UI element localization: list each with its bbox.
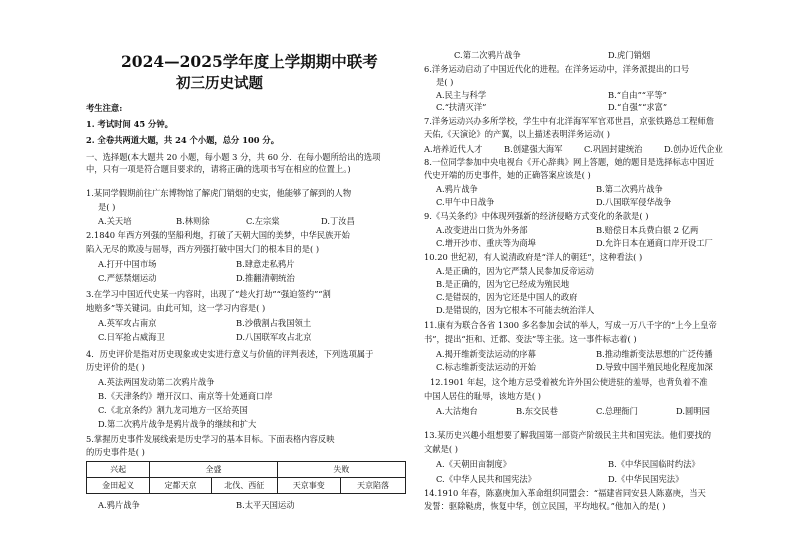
question-stem: 13.某历史兴趣小组想要了解我国第一部资产阶级民主共和国宪法。他们要找的 <box>424 430 711 440</box>
question-stem: 9.《马关条约》中体现列强新的经济侵略方式变化的条款是( ) <box>424 211 649 221</box>
option: B.《天津条约》增开汉口、南京等十处通商口岸 <box>98 391 273 401</box>
question-stem: 发誓：驱除鞑虏，恢复中华，创立民国，平均地权。”他加入的是( ) <box>424 501 666 511</box>
table-header: 兴起 <box>87 462 150 478</box>
option: A.关天培 <box>98 216 132 226</box>
option: C.日军抢占威海卫 <box>98 332 165 342</box>
option: A.《天朝田亩制度》 <box>436 459 512 469</box>
option: A.培养近代人才 <box>424 144 483 154</box>
option: C.《中华人民共和国宪法》 <box>436 474 536 484</box>
question-stem: 文献是( ) <box>424 444 459 454</box>
option: D.创办近代企业 <box>664 144 723 154</box>
option: D.《中华民国宪法》 <box>608 474 684 484</box>
table-cell: 天京事变 <box>277 478 340 494</box>
option: D.圆明园 <box>676 406 710 416</box>
question-stem: 7.洋务运动兴办多所学校，学生中有北洋海军军官邓世昌，京张铁路总工程师詹 <box>424 116 715 126</box>
question-stem: 1.某同学假期前往广东博物馆了解虎门销烟的史实，他能够了解到的人物 <box>86 188 352 198</box>
option: C.甲午中日战争 <box>436 197 495 207</box>
notice-item: 1. 考试时间 45 分钟。 <box>86 119 173 129</box>
option: A.鸦片战争 <box>98 500 140 510</box>
question-stem: 6.洋务运动启动了中国近代化的进程。在洋务运动中，洋务派提出的口号 <box>424 64 690 74</box>
option: B.太平天国运动 <box>236 500 295 510</box>
option: D.推翻清朝统治 <box>236 273 295 283</box>
option: C.总理衙门 <box>596 406 638 416</box>
option: D.虎门销烟 <box>608 50 651 60</box>
option: D.允许日本在通商口岸开设工厂 <box>596 238 713 248</box>
question-stem: 8.一位同学参加中央电视台《开心辞典》网上答题，她的题目是选择标志中国近 <box>424 157 715 167</box>
option: B.是正确的，因为它已经成为殖民地 <box>436 279 570 289</box>
section-instruction: 一、选择题(本大题共 20 小题，每小题 3 分，共 60 分．在每小题所给出的选项 <box>86 152 381 162</box>
option: A.是正确的，因为它严禁人民参加反帝运动 <box>436 266 594 276</box>
question-stem: 地赔多”等关键词。由此可知，这一学习内容是( ) <box>86 303 266 313</box>
option: A.民主与科学 <box>436 90 487 100</box>
option: C.严惩禁烟运动 <box>98 273 157 283</box>
option: C.增开沙市、重庆等为商埠 <box>436 238 536 248</box>
question-stem: 代史开端的历史事件，她的正确答案应该是( ) <box>424 170 591 180</box>
question-stem: 5.掌握历史事件发展线索是历史学习的基本目标。下面表格内容反映 <box>86 434 335 444</box>
option: A.打开中国市场 <box>98 259 157 269</box>
section-instruction: 中，只有一项是符合题目要求的，请将正确的选项书写在相应的位置上。) <box>86 164 351 174</box>
option: B.“自由”“平等” <box>608 90 667 100</box>
notice-heading: 考生注意: <box>86 103 123 113</box>
option: A.英军攻占南京 <box>98 318 157 328</box>
option: B.第二次鸦片战争 <box>596 184 663 194</box>
table-cell: 北伐、西征 <box>211 478 277 494</box>
question-stem: 3.在学习中国近代史某一内容时，出现了“趁火打劫”“强迫签约”“割 <box>86 289 331 299</box>
question-stem: 2.1840 年西方列强的坚船利炮，打破了天朝大国的美梦，中华民族开始 <box>86 230 350 240</box>
page-title: 2024—2025学年度上学期期中联考 <box>121 52 378 71</box>
question-stem: 的历史事件是( ) <box>86 447 145 457</box>
option: B.《中华民国临时约法》 <box>608 459 700 469</box>
left-column <box>86 0 406 560</box>
option: B.沙俄割占我国领土 <box>236 318 312 328</box>
option: C.《北京条约》割九龙司地方一区给英国 <box>98 405 248 415</box>
option: C.是错误的，因为它还是中国人的政府 <box>436 292 578 302</box>
question-stem: 11.康有为联合各省 1300 多名参加会试的举人，写成一万八千字的“上今上皇帝 <box>424 320 717 330</box>
option: B.推动维新变法思想的广泛传播 <box>596 349 713 359</box>
option: B.创建强大海军 <box>504 144 563 154</box>
table-header: 全盛 <box>150 462 277 478</box>
table-cell: 定都天京 <box>150 478 211 494</box>
option: C.第二次鸦片战争 <box>454 50 521 60</box>
option: D.八国联军侵华战争 <box>596 197 672 207</box>
option: D.丁汝昌 <box>321 216 355 226</box>
option: D.第二次鸦片战争是鸦片战争的继续和扩大 <box>98 419 257 429</box>
option: B.赔偿日本兵费白银 2 亿两 <box>596 225 699 235</box>
right-column <box>424 0 742 560</box>
option: A.鸦片战争 <box>436 184 478 194</box>
option: C.左宗棠 <box>246 216 280 226</box>
option: C.巩固封建统治 <box>584 144 643 154</box>
option: D.是错误的，因为它根本不可能去统治洋人 <box>436 305 595 315</box>
option: C.标志维新变法运动的开始 <box>436 362 536 372</box>
option: A.英法两国发动第二次鸦片战争 <box>98 377 215 387</box>
option: B.肆意走私鸦片 <box>236 259 295 269</box>
question-stem: 陷入无尽的欺凌与屈辱，西方列强打破中国大门的根本目的是( ) <box>86 244 320 254</box>
question-stem: 中国人居住的耻辱，该地方是( ) <box>424 391 541 401</box>
question-stem: 14.1910 年春，陈嘉庚加入革命组织同盟会：“福建省同安县人陈嘉庚，当天 <box>424 488 706 498</box>
table-cell: 金田起义 <box>87 478 150 494</box>
option: A.大沽炮台 <box>436 406 478 416</box>
option: B.东交民巷 <box>516 406 558 416</box>
option: C.“扶清灭洋” <box>436 102 487 112</box>
question-stem: 天佑,《天演论》的产翼，以上描述表明洋务运动( ) <box>424 129 610 139</box>
question-stem: 12.1901 年起，这个地方忌受着被允许外国公使进驻的羞辱，也背负着不准 <box>430 377 708 387</box>
table-cell: 天京陷落 <box>340 478 405 494</box>
option: D.“自强”“求富” <box>608 102 668 112</box>
question-stem: 历史评价的是( ) <box>86 362 145 372</box>
question-stem: 书”，提出“拒和、迁都、变法”等主张。这一事件标志着( ) <box>424 334 637 344</box>
option: D.八国联军攻占北京 <box>236 332 312 342</box>
option: D.导致中国半殖民地化程度加深 <box>596 362 713 372</box>
events-table <box>86 461 406 494</box>
question-stem: 4．历史评价是指对历史现象或史实进行意义与价值的评判表述，下列选项属于 <box>86 349 374 359</box>
option: A.改变进出口货为外务部 <box>436 225 528 235</box>
option: A.揭开维新变法运动的序幕 <box>436 349 536 359</box>
notice-item: 2. 全卷共两道大题，共 24 个小题，总分 100 分。 <box>86 135 280 145</box>
question-stem: 是( ) <box>98 202 116 212</box>
question-stem: 10.20 世纪初，有人说清政府是“洋人的朝廷”，这种看法( ) <box>424 252 643 262</box>
option: B.林则徐 <box>176 216 210 226</box>
page-subtitle: 初三历史试题 <box>176 75 263 92</box>
table-header: 失败 <box>277 462 405 478</box>
question-stem: 是( ) <box>436 77 454 87</box>
